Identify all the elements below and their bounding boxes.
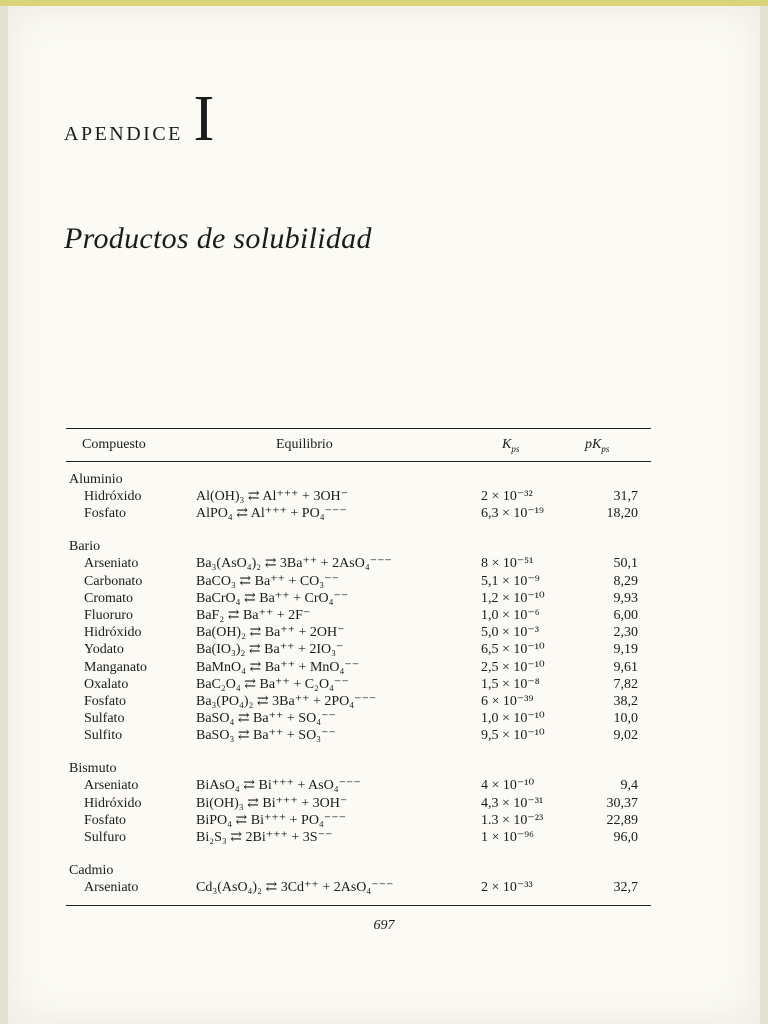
- compound-name: Hidróxido: [84, 795, 142, 811]
- table-header-rule: [66, 461, 651, 462]
- table-bottom-rule: [66, 905, 651, 906]
- header-pksp-symbol: pK: [585, 437, 602, 452]
- equilibrium-equation: Bi(OH)₃ ⇄ Bi⁺⁺⁺ + 3OH⁻: [196, 795, 348, 811]
- compound-name: Arseniato: [84, 556, 139, 572]
- pksp-value: 8,29: [613, 573, 638, 589]
- equilibrium-equation: Ba₃(AsO₄)₂ ⇄ 3Ba⁺⁺ + 2AsO₄⁻⁻⁻: [196, 556, 392, 572]
- group-name: Aluminio: [69, 472, 123, 487]
- pksp-value: 31,7: [613, 489, 638, 504]
- solubility-table: [66, 472, 651, 913]
- pksp-value: 10,0: [613, 711, 638, 727]
- pksp-value: 30,37: [606, 795, 638, 811]
- table-top-rule: [66, 428, 651, 429]
- compound-name: Arseniato: [84, 880, 139, 896]
- ksp-value: 1,0 × 10⁻⁶: [481, 607, 540, 623]
- header-ksp: [502, 437, 519, 454]
- header-pksp: [585, 437, 609, 454]
- ksp-value: 8 × 10⁻⁵¹: [481, 556, 534, 572]
- group-heading-row: [66, 761, 651, 777]
- compound-group: [66, 761, 651, 846]
- ksp-value: 1 × 10⁻⁹⁶: [481, 830, 535, 845]
- pksp-value: 96,0: [613, 830, 638, 845]
- table-row: [66, 879, 651, 896]
- pksp-value: 9,93: [613, 590, 638, 606]
- ksp-value: 5,0 × 10⁻³: [481, 625, 539, 641]
- compound-name: Fosfato: [84, 506, 126, 522]
- pksp-value: 18,20: [606, 506, 638, 522]
- compound-name: Yodato: [84, 642, 124, 658]
- table-row: [66, 573, 651, 590]
- compound-name: Oxalato: [84, 676, 129, 692]
- table-row: [66, 795, 651, 812]
- equilibrium-equation: BaMnO₄ ⇄ Ba⁺⁺ + MnO₄⁻⁻: [196, 659, 360, 675]
- pksp-value: 50,1: [613, 556, 638, 572]
- table-row: [66, 641, 651, 658]
- ksp-value: 6 × 10⁻³⁹: [481, 693, 534, 709]
- compound-group: [66, 539, 651, 744]
- equilibrium-equation: BaC₂O₄ ⇄ Ba⁺⁺ + C₂O₄⁻⁻: [196, 676, 349, 692]
- pksp-value: 9,19: [613, 642, 638, 658]
- equilibrium-equation: Ba(IO₃)₂ ⇄ Ba⁺⁺ + 2IO₃⁻: [196, 642, 344, 658]
- page-number: 697: [373, 918, 395, 933]
- header-ksp-subscript: ps: [511, 443, 520, 454]
- group-name: Cadmio: [69, 863, 114, 879]
- ksp-value: 2 × 10⁻³³: [481, 880, 533, 896]
- appendix-word: APENDICE: [64, 123, 183, 145]
- table-row: [66, 505, 651, 522]
- header-compound: Compuesto: [82, 437, 146, 452]
- ksp-value: 1,2 × 10⁻¹⁰: [481, 590, 545, 606]
- table-row: [66, 676, 651, 693]
- compound-name: Carbonato: [84, 573, 143, 589]
- ksp-value: 1.3 × 10⁻²³: [481, 812, 544, 828]
- compound-name: Sulfato: [84, 711, 125, 727]
- compound-name: Fluoruro: [84, 607, 133, 623]
- pksp-value: 9,61: [613, 659, 638, 675]
- equilibrium-equation: BaCrO₄ ⇄ Ba⁺⁺ + CrO₄⁻⁻: [196, 590, 349, 606]
- compound-name: Arseniato: [84, 778, 139, 794]
- table-row: [66, 555, 651, 572]
- table-row: [66, 710, 651, 727]
- equilibrium-equation: BiPO₄ ⇄ Bi⁺⁺⁺ + PO₄⁻⁻⁻: [196, 812, 346, 828]
- header-equilibrium: Equilibrio: [276, 437, 333, 452]
- equilibrium-equation: Bi₂S₃ ⇄ 2Bi⁺⁺⁺ + 3S⁻⁻: [196, 830, 333, 845]
- equilibrium-equation: Ba(OH)₂ ⇄ Ba⁺⁺ + 2OH⁻: [196, 625, 345, 641]
- pksp-value: 38,2: [613, 693, 638, 709]
- table-row: [66, 590, 651, 607]
- compound-name: Sulfito: [84, 728, 123, 744]
- compound-name: Hidróxido: [84, 489, 142, 504]
- compound-name: Fosfato: [84, 812, 126, 828]
- table-row: [66, 693, 651, 710]
- equilibrium-equation: AlPO₄ ⇄ Al⁺⁺⁺ + PO₄⁻⁻⁻: [196, 506, 347, 522]
- pksp-value: 9,02: [613, 728, 638, 744]
- appendix-numeral: I: [193, 82, 215, 155]
- group-heading-row: [66, 472, 651, 488]
- ksp-value: 9,5 × 10⁻¹⁰: [481, 728, 545, 744]
- ksp-value: 1,0 × 10⁻¹⁰: [481, 711, 545, 727]
- equilibrium-equation: Cd₃(AsO₄)₂ ⇄ 3Cd⁺⁺ + 2AsO₄⁻⁻⁻: [196, 880, 394, 896]
- table-row: [66, 488, 651, 505]
- equilibrium-equation: BaCO₃ ⇄ Ba⁺⁺ + CO₃⁻⁻: [196, 573, 339, 589]
- ksp-value: 4 × 10⁻¹⁰: [481, 778, 535, 794]
- group-heading-row: [66, 539, 651, 555]
- table-row: [66, 812, 651, 829]
- table-row: [66, 624, 651, 641]
- compound-name: Hidróxido: [84, 625, 142, 641]
- appendix-heading: [64, 82, 215, 155]
- ksp-value: 2 × 10⁻³²: [481, 489, 533, 504]
- group-name: Bismuto: [69, 761, 117, 777]
- equilibrium-equation: Al(OH)₃ ⇄ Al⁺⁺⁺ + 3OH⁻: [196, 489, 349, 504]
- equilibrium-equation: BaSO₄ ⇄ Ba⁺⁺ + SO₄⁻⁻: [196, 711, 336, 727]
- equilibrium-equation: BaF₂ ⇄ Ba⁺⁺ + 2F⁻: [196, 607, 311, 623]
- pksp-value: 2,30: [613, 625, 638, 641]
- compound-group: [66, 472, 651, 522]
- equilibrium-equation: Ba₃(PO₄)₂ ⇄ 3Ba⁺⁺ + 2PO₄⁻⁻⁻: [196, 693, 377, 709]
- ksp-value: 6,5 × 10⁻¹⁰: [481, 642, 545, 658]
- group-heading-row: [66, 863, 651, 879]
- compound-name: Cromato: [84, 590, 133, 606]
- table-row: [66, 777, 651, 794]
- compound-name: Fosfato: [84, 693, 126, 709]
- pksp-value: 6,00: [613, 607, 638, 623]
- pksp-value: 7,82: [613, 676, 638, 692]
- pksp-value: 9,4: [620, 778, 638, 794]
- equilibrium-equation: BaSO₃ ⇄ Ba⁺⁺ + SO₃⁻⁻: [196, 728, 336, 744]
- ksp-value: 5,1 × 10⁻⁹: [481, 573, 540, 589]
- header-ksp-symbol: K: [502, 437, 512, 452]
- table-row: [66, 607, 651, 624]
- page-title: Productos de solubilidad: [64, 222, 372, 255]
- pksp-value: 32,7: [613, 880, 638, 896]
- ksp-value: 6,3 × 10⁻¹⁹: [481, 506, 544, 522]
- pksp-value: 22,89: [606, 812, 638, 828]
- compound-name: Sulfuro: [84, 830, 126, 845]
- compound-name: Manganato: [84, 659, 147, 675]
- ksp-value: 2,5 × 10⁻¹⁰: [481, 659, 545, 675]
- table-row: [66, 659, 651, 676]
- group-name: Bario: [69, 539, 101, 555]
- table-row: [66, 727, 651, 744]
- header-pksp-subscript: ps: [601, 443, 610, 454]
- equilibrium-equation: BiAsO₄ ⇄ Bi⁺⁺⁺ + AsO₄⁻⁻⁻: [196, 778, 361, 794]
- compound-group: [66, 863, 651, 896]
- ksp-value: 4,3 × 10⁻³¹: [481, 795, 544, 811]
- table-row: [66, 829, 651, 846]
- ksp-value: 1,5 × 10⁻⁸: [481, 676, 540, 692]
